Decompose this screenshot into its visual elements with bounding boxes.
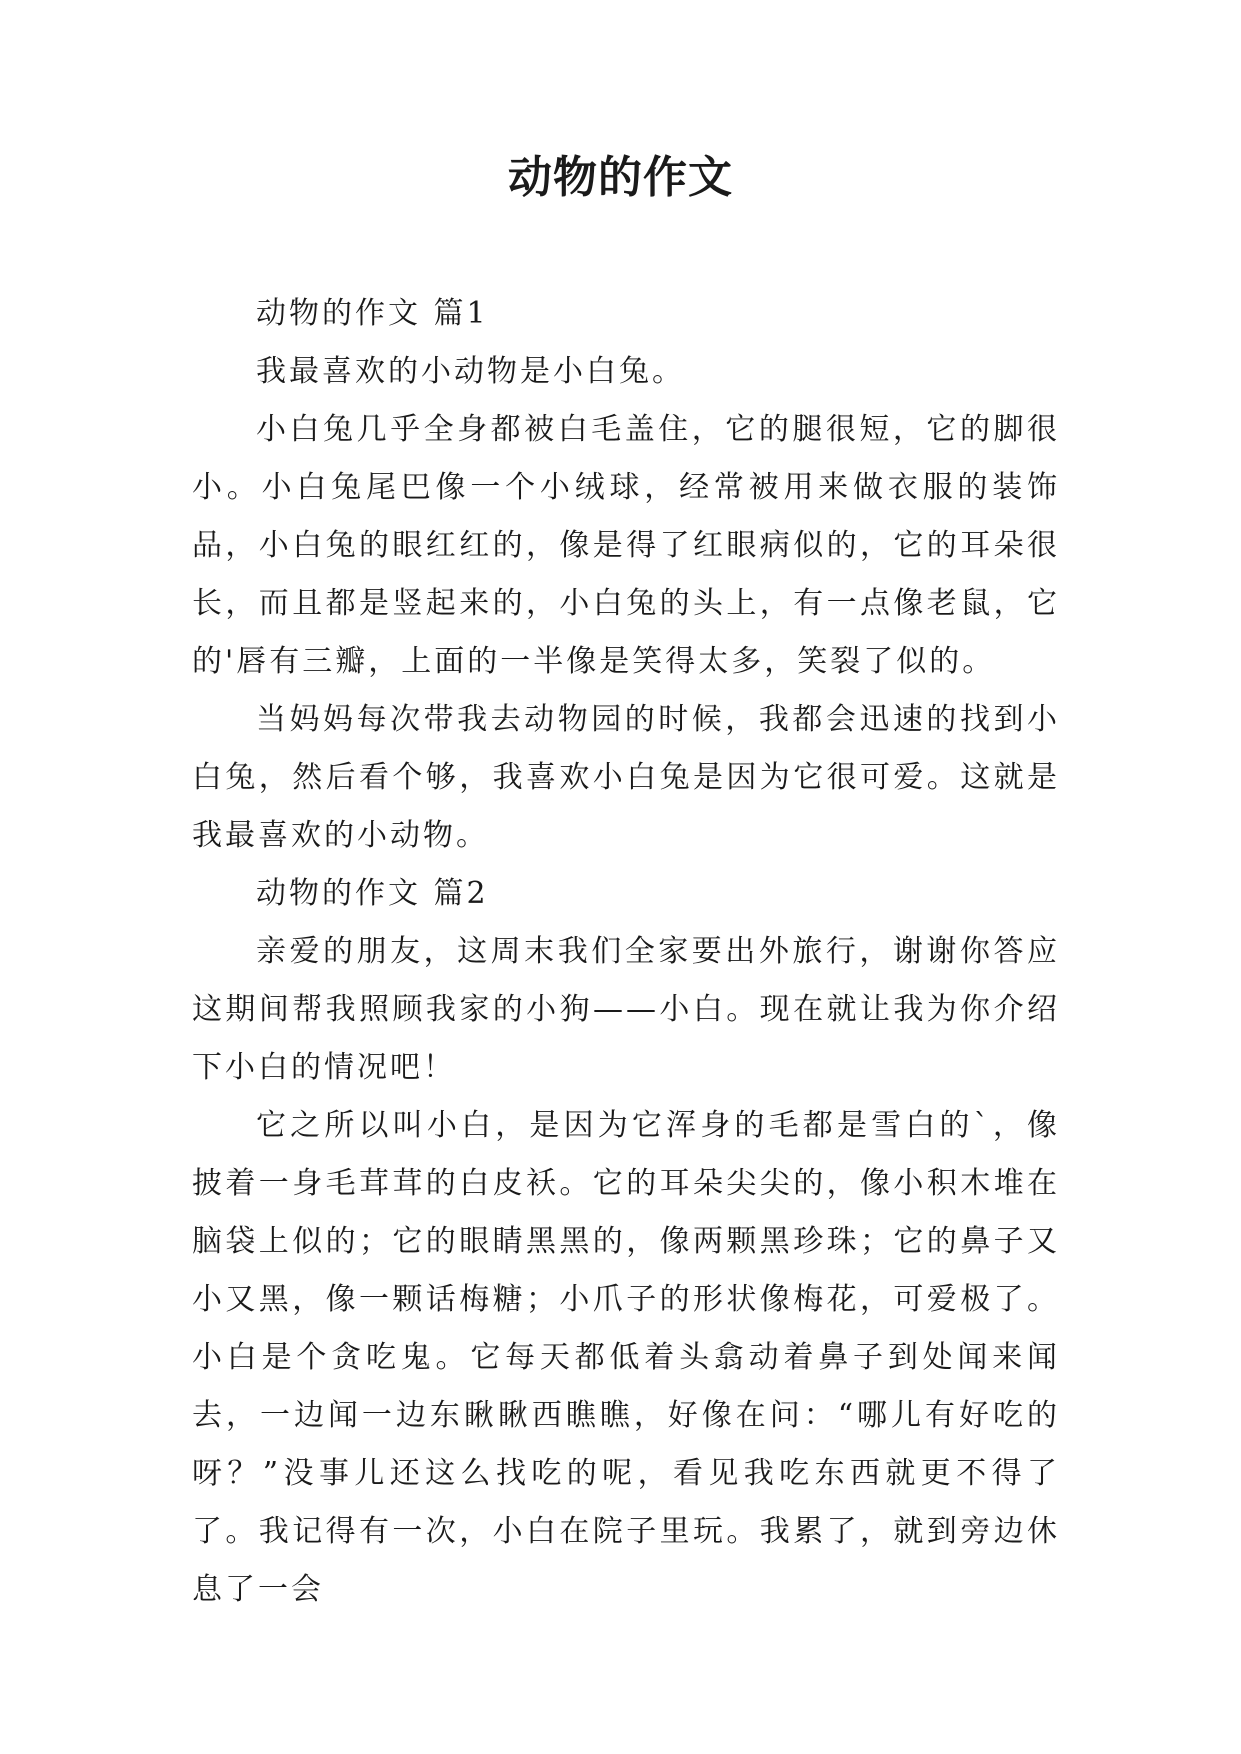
- document-body: [192, 285, 1060, 1619]
- paragraph: 小白兔几乎全身都被白毛盖住，它的腿很短，它的脚很小。小白兔尾巴像一个小绒球，经常被用来做衣服的装饰品，小白兔的眼红红的，像是得了红眼病似的，它的耳朵很长，而且都是竖起来的，小白兔的头上，有一点像老鼠，它的'唇有三瓣，上面的一半像是笑得太多，笑裂了似的。: [192, 412, 1060, 679]
- section-heading-1: 动物的作文 篇1: [256, 296, 489, 331]
- paragraph: 亲爱的朋友，这周末我们全家要出外旅行，谢谢你答应这期间帮我照顾我家的小狗——小白。现在就让我为你介绍下小白的情况吧！: [192, 934, 1060, 1085]
- paragraph: 当妈妈每次带我去动物园的时候，我都会迅速的找到小白兔，然后看个够，我喜欢小白兔是因为它很可爱。这就是我最喜欢的小动物。: [192, 702, 1060, 853]
- section-heading-2: 动物的作文 篇2: [256, 876, 489, 911]
- paragraph: 它之所以叫小白，是因为它浑身的毛都是雪白的`，像披着一身毛茸茸的白皮袄。它的耳朵尖尖的，像小积木堆在脑袋上似的；它的眼睛黑黑的，像两颗黑珍珠；它的鼻子又小又黑，像一颗话梅糖；小爪子的形状像梅花，可爱极了。小白是个贪吃鬼。它每天都低着头翕动着鼻子到处闻来闻去，一边闻一边东瞅瞅西瞧瞧，好像在问：“哪儿有好吃的呀？”没事儿还这么找吃的呢，看见我吃东西就更不得了了。我记得有一次，小白在院子里玩。我累了，就到旁边休息了一会: [192, 1108, 1060, 1607]
- paragraph: 我最喜欢的小动物是小白兔。: [256, 354, 685, 389]
- document-title: 动物的作文: [508, 152, 733, 203]
